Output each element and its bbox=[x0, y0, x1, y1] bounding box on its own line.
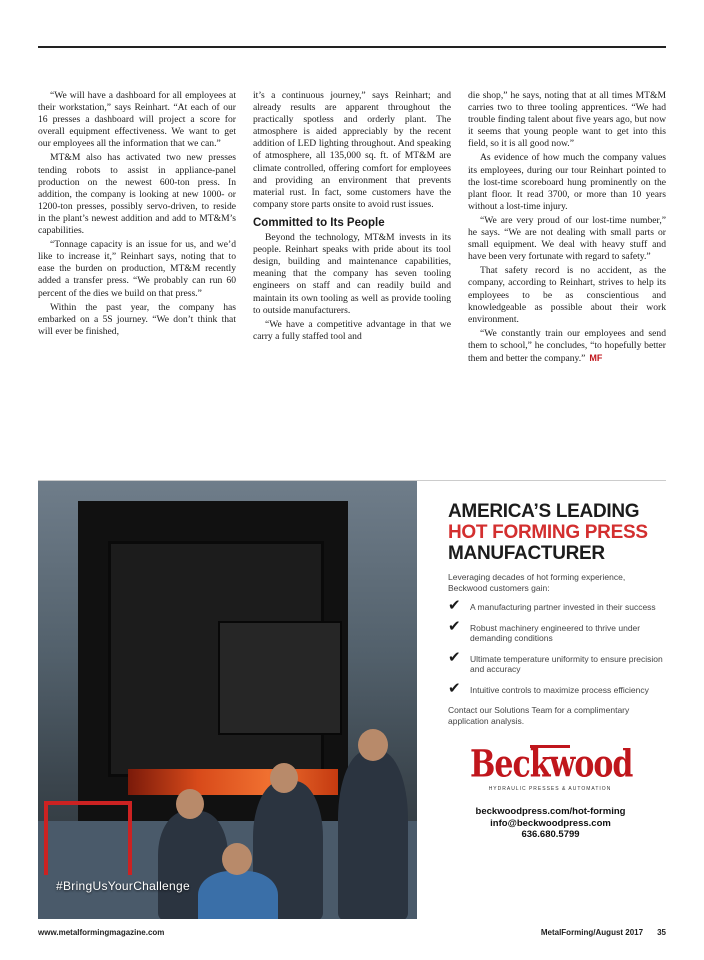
paragraph: die shop,” he says, noting that at all times MT&M carries two to three tooling apprentices. “We had trouble finding talent about five years ago, but now it seems that young people want to get into this field, so it is all good now.” bbox=[468, 90, 666, 150]
footer-website[interactable]: www.metalformingmagazine.com bbox=[38, 928, 165, 937]
red-fixture bbox=[44, 801, 132, 875]
paragraph: “We are very proud of our lost-time number,” he says. “We are not dealing with small parts or small equipment. We deal with heavy stuff and have been very fortunate with regard to safety.” bbox=[468, 214, 666, 263]
end-mark: MF bbox=[589, 352, 603, 363]
worker-head bbox=[358, 729, 388, 761]
contact-url[interactable]: beckwoodpress.com/hot-forming bbox=[475, 806, 626, 817]
headline-line: AMERICA’S LEADING bbox=[448, 501, 640, 522]
logo-wordmark: Beckwood bbox=[470, 742, 633, 787]
paragraph: it’s a continuous journey,” says Reinhart; and already results are apparent throughout the practically spotless and orderly plant. The atmosphere is aided appreciably by the recent addition of LED lighting throughout. And speaking of atmosphere, all 135,000 sq. ft. of MT&M are climate controlled, offering comfort for employees and providing an environment that prevents material rust. In fact, some customers have the company store parts onsite to avoid rust issues. bbox=[253, 90, 451, 210]
contact-email[interactable]: info@beckwoodpress.com bbox=[490, 817, 611, 829]
checkmark-icon: ✔ bbox=[448, 678, 461, 697]
beckwood-logo bbox=[470, 742, 633, 792]
headline-line-red: HOT FORMING PRESS bbox=[448, 522, 648, 543]
page-number: 35 bbox=[657, 928, 666, 937]
ad-intro: Leveraging decades of hot forming experience, Beckwood customers gain: bbox=[448, 572, 626, 593]
benefit-item bbox=[448, 616, 663, 644]
issue-label: MetalForming/August 2017 bbox=[540, 928, 644, 937]
hashtag-caption: #BringUsYourChallenge bbox=[56, 879, 190, 893]
ad-headline bbox=[448, 501, 663, 564]
section-heading: Committed to Its People bbox=[253, 216, 385, 229]
checkmark-icon: ✔ bbox=[448, 647, 461, 666]
top-rule bbox=[38, 46, 666, 48]
logo-tagline: HYDRAULIC PRESSES & AUTOMATION bbox=[488, 786, 612, 792]
closing-paragraph: “We constantly train our employees and send them to school,” he concludes, “to hopefully better them and better the company.” bbox=[468, 327, 666, 364]
paragraph: That safety record is no accident, as the company, according to Reinhart, strives to help its employees to be as conscientious and knowledgeable as possible about their work environment. bbox=[468, 265, 666, 325]
paragraph: “We have a competitive advantage in that we carry a fully staffed tool and bbox=[253, 318, 451, 342]
article-column-3 bbox=[468, 90, 666, 367]
worker-head bbox=[222, 843, 252, 875]
ad-copy bbox=[448, 501, 663, 841]
benefit-text: Intuitive controls to maximize process efficiency bbox=[470, 684, 649, 695]
benefit-text: A manufacturing partner invested in their success bbox=[470, 602, 656, 612]
article-column-1 bbox=[38, 90, 236, 340]
paragraph: As evidence of how much the company values its employees, during our tour Reinhart pointed to the lost-time scoreboard hung prominently on the plant floor. It read 3700, or more than 10 years without a lost-time injury. bbox=[468, 152, 666, 212]
footer-issue bbox=[541, 928, 666, 937]
worker-head bbox=[270, 763, 298, 793]
contact-phone: 636.680.5799 bbox=[521, 829, 580, 840]
article-column-2 bbox=[253, 90, 451, 345]
worker-figure bbox=[198, 871, 278, 919]
contact-block bbox=[448, 806, 653, 841]
headline-line: MANUFACTURER bbox=[448, 543, 605, 564]
benefit-item bbox=[448, 678, 663, 697]
press-photo bbox=[38, 481, 417, 919]
worker-head bbox=[176, 789, 204, 819]
benefit-text: Ultimate temperature uniformity to ensure precision and accuracy bbox=[470, 653, 663, 674]
checkmark-icon: ✔ bbox=[448, 616, 461, 635]
worker-figure bbox=[338, 751, 408, 919]
benefit-item bbox=[448, 647, 663, 675]
checkmark-icon: ✔ bbox=[448, 596, 461, 614]
benefit-text: Robust machinery engineered to thrive under demanding conditions bbox=[470, 622, 641, 643]
paragraph: “Tonnage capacity is an issue for us, and we’d like to increase it,” Reinhart says, noting that to ease the burden on production, MT&M recently added a transfer press. “We probably can run 60 percent of the dies we build on that press.” bbox=[38, 239, 236, 299]
benefit-item bbox=[448, 596, 663, 614]
beckwood-advertisement[interactable] bbox=[38, 480, 666, 919]
paragraph: “We will have a dashboard for all employees at their workstation,” says Reinhart. “At each of our 16 presses a dashboard will project a score for overall equipment effectiveness. We want to get our employees all the information that we can.” bbox=[38, 90, 236, 150]
paragraph: Beyond the technology, MT&M invests in its people. Reinhart speaks with pride about its tool design, building and maintenance capabilities, meaning that the company has seven tooling engineers on staff and can readily build and maintain its own tooling as well as provide tooling to outside manufacturers. bbox=[253, 232, 451, 316]
press-door-panel bbox=[218, 621, 342, 735]
paragraph: MT&M also has activated two new presses tending robots to assist in appliance-panel production on the newest 600-ton press. In addition, the company is looking at new 1000- or 1200-ton presses, possibly servo-driven, to reside in the plant’s newest addition and add to MT&M’s capabilities. bbox=[38, 152, 236, 237]
paragraph bbox=[468, 328, 666, 365]
paragraph: Within the past year, the company has embarked on a 5S journey. “We don’t think that will ever be finished, bbox=[38, 301, 236, 337]
ad-call-to-action: Contact our Solutions Team for a complimentary application analysis. bbox=[448, 705, 630, 726]
